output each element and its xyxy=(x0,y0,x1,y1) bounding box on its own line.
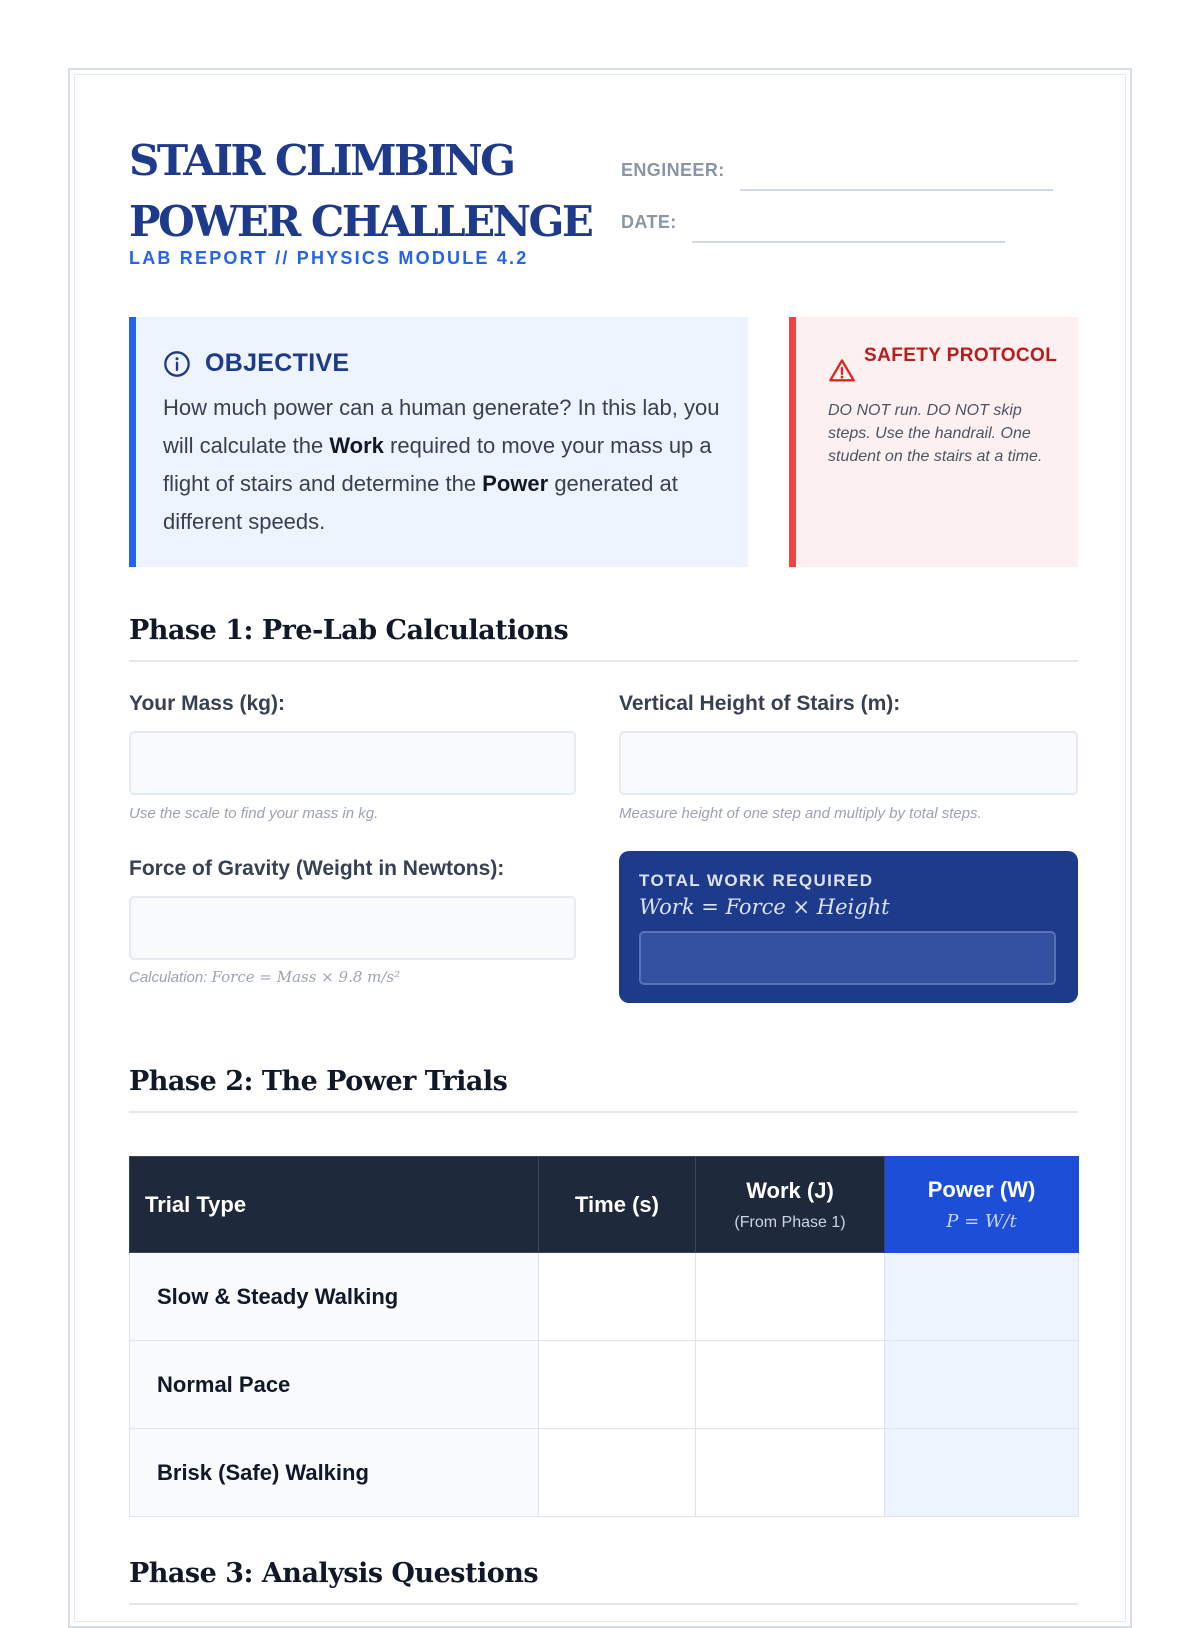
objective-panel xyxy=(129,317,748,567)
time-cell[interactable] xyxy=(539,1341,696,1429)
safety-text: DO NOT run. DO NOT skip steps. Use the handrail. One student on the stairs at a time. xyxy=(828,402,1043,465)
safety-title: SAFETY PROTOCOL xyxy=(864,345,1058,366)
trial-type-cell: Slow & Steady Walking xyxy=(130,1253,539,1341)
mass-label: Your Mass (kg): xyxy=(129,692,285,715)
work-formula: Work = Force × Height xyxy=(639,895,890,919)
power-cell[interactable] xyxy=(885,1253,1079,1341)
table-row xyxy=(130,1429,1079,1517)
engineer-label: ENGINEER: xyxy=(621,160,725,180)
table-row xyxy=(130,1253,1079,1341)
power-cell[interactable] xyxy=(885,1341,1079,1429)
force-input[interactable] xyxy=(129,896,576,960)
objective-text: How much power can a human generate? In this lab, you will calculate the Work required to move your mass up a flight of stairs and determine the Power generated at different speeds. xyxy=(163,395,720,534)
total-work-input[interactable] xyxy=(639,931,1056,985)
column-header-time: Time (s) xyxy=(539,1157,696,1253)
column-header-work: Work (J) (From Phase 1) xyxy=(696,1157,885,1253)
info-circle-icon xyxy=(163,350,191,378)
mass-hint: Use the scale to find your mass in kg. xyxy=(129,805,379,822)
trial-type-cell: Brisk (Safe) Walking xyxy=(130,1429,539,1517)
objective-title: OBJECTIVE xyxy=(205,349,350,377)
table-row xyxy=(130,1341,1079,1429)
force-label: Force of Gravity (Weight in Newtons): xyxy=(129,857,505,880)
date-label: DATE: xyxy=(621,212,677,232)
height-hint: Measure height of one step and multiply by total steps. xyxy=(619,805,982,822)
date-field[interactable] xyxy=(692,241,1005,243)
power-trials-table xyxy=(129,1156,1079,1517)
total-work-label: TOTAL WORK REQUIRED xyxy=(639,871,874,890)
time-cell[interactable] xyxy=(539,1253,696,1341)
work-cell[interactable] xyxy=(696,1341,885,1429)
work-cell[interactable] xyxy=(696,1253,885,1341)
page-subtitle: LAB REPORT // PHYSICS MODULE 4.2 xyxy=(129,248,529,268)
trial-type-cell: Normal Pace xyxy=(130,1341,539,1429)
phase2-title: Phase 2: The Power Trials xyxy=(129,1066,1078,1113)
page-title: STAIR CLIMBING POWER CHALLENGE xyxy=(129,136,592,246)
total-work-card xyxy=(619,851,1078,1003)
safety-panel xyxy=(789,317,1078,567)
height-input[interactable] xyxy=(619,731,1078,795)
phase1-title: Phase 1: Pre-Lab Calculations xyxy=(129,615,1078,662)
work-cell[interactable] xyxy=(696,1429,885,1517)
phase3-title: Phase 3: Analysis Questions xyxy=(129,1558,1078,1605)
mass-input[interactable] xyxy=(129,731,576,795)
height-label: Vertical Height of Stairs (m): xyxy=(619,692,901,715)
engineer-field[interactable] xyxy=(740,189,1053,191)
power-cell[interactable] xyxy=(885,1429,1079,1517)
column-header-power: Power (W) P = W/t xyxy=(885,1157,1079,1253)
warning-triangle-icon xyxy=(828,357,856,385)
force-hint: Calculation: Force = Mass × 9.8 m/s² xyxy=(129,968,401,986)
time-cell[interactable] xyxy=(539,1429,696,1517)
lab-report-sheet xyxy=(68,68,1132,1628)
column-header-trial-type: Trial Type xyxy=(130,1157,539,1253)
